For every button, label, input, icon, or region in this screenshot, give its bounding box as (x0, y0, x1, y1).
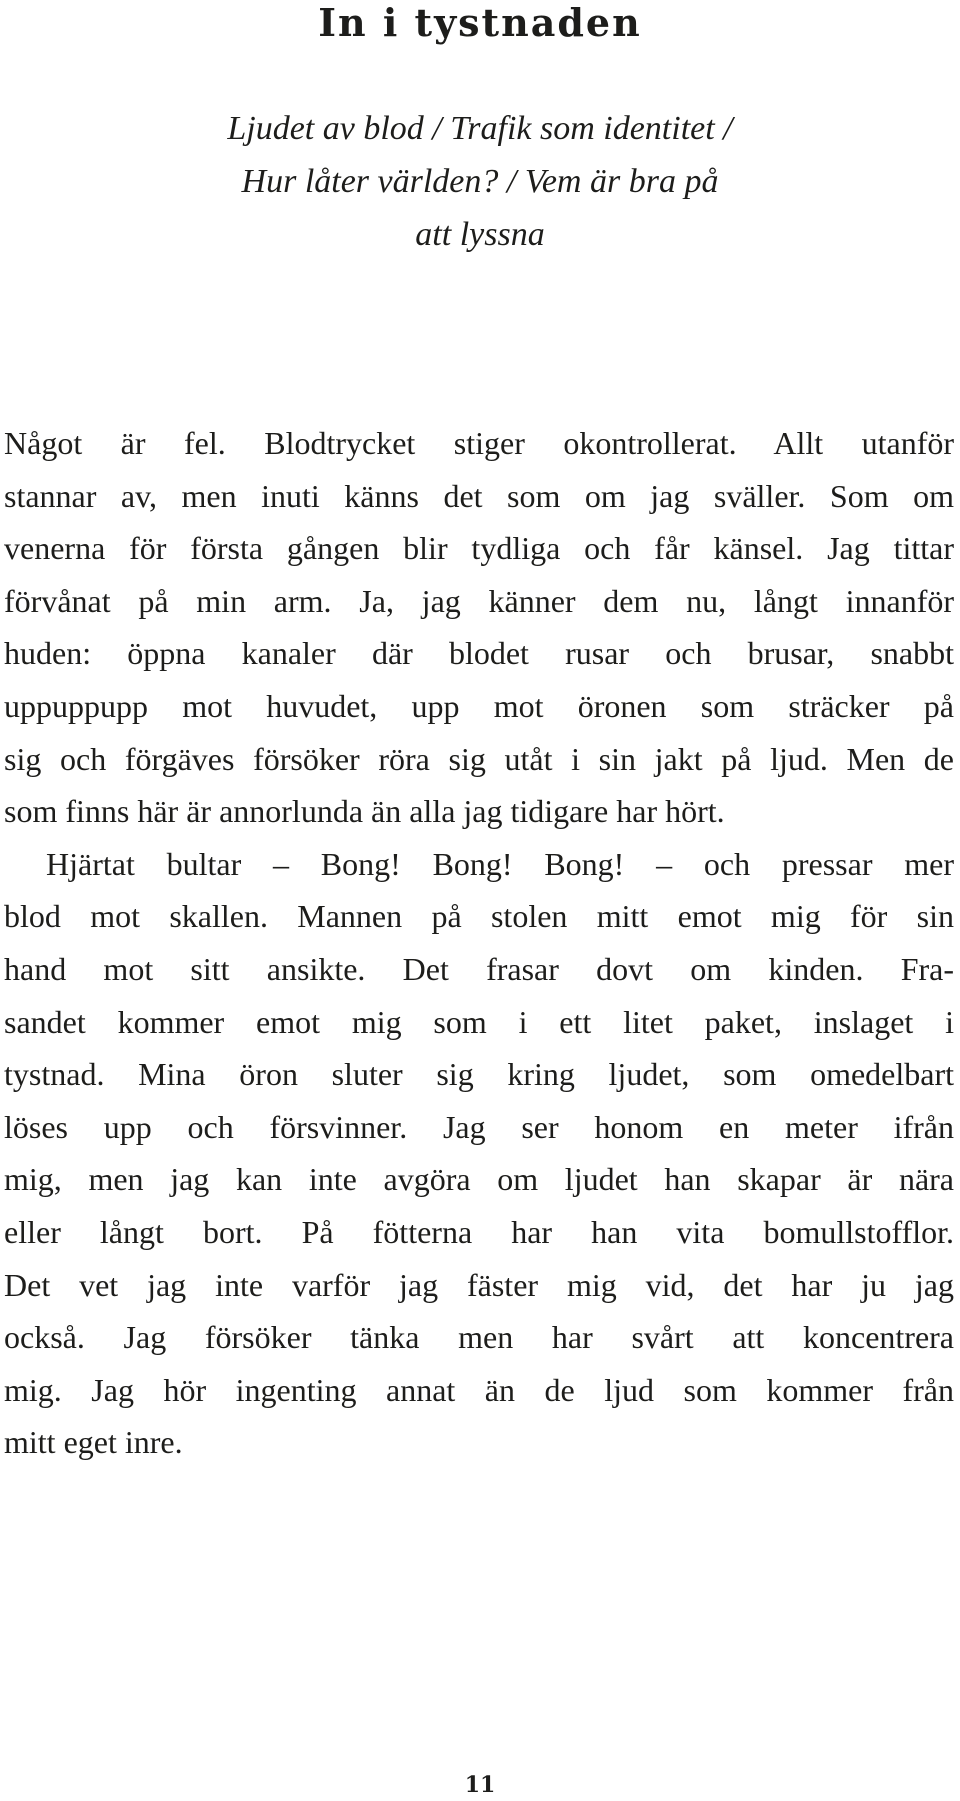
page-number: 11 (464, 1772, 496, 1798)
body-line: tystnad. Mina öron sluter sig kring ljudet, som omedelbart (4, 1056, 954, 1093)
body-line: eller långt bort. På fötterna har han vita bomullstofflor. (4, 1213, 954, 1250)
body-line: huden: öppna kanaler där blodet rusar och brusar, snabbt (4, 635, 954, 672)
body-line: sig och förgäves försöker röra sig utåt i sin jakt på ljud. Men de (4, 740, 954, 777)
body-line: Hjärtat bultar – Bong! Bong! Bong! – och pressar mer (46, 845, 954, 882)
body-line: stannar av, men inuti känns det som om jag sväller. Som om (4, 477, 954, 514)
body-line: Något är fel. Blodtrycket stiger okontrollerat. Allt utanför (4, 425, 954, 461)
body-line: blod mot skallen. Mannen på stolen mitt emot mig för sin (4, 898, 954, 935)
body-line: Det vet jag inte varför jag fäster mig vid, det har ju jag (4, 1266, 954, 1303)
body-line: uppuppupp mot huvudet, upp mot öronen som sträcker på (4, 687, 954, 724)
chapter-title: In i tystnaden (318, 0, 642, 45)
subtitle-line: Ljudet av blod / Trafik som identitet / (227, 110, 733, 147)
subtitle-line: att lyssna (415, 216, 545, 253)
body-line: också. Jag försöker tänka men har svårt att koncentrera (4, 1319, 954, 1356)
body-line: mig. Jag hör ingenting annat än de ljud som kommer från (4, 1371, 954, 1408)
subtitle-line: Hur låter världen? / Vem är bra på (241, 163, 719, 200)
body-line: venerna för första gången blir tydliga och får känsel. Jag tittar (4, 530, 954, 567)
body-line: förvånat på min arm. Ja, jag känner dem nu, långt innanför (4, 582, 954, 619)
body-line: mitt eget inre. (4, 1424, 183, 1461)
body-line: sandet kommer emot mig som i ett litet paket, inslaget i (4, 1003, 954, 1040)
chapter-subtitle (150, 102, 810, 261)
body-text (4, 417, 954, 1469)
body-line: som finns här är annorlunda än alla jag tidigare har hört. (4, 793, 725, 830)
body-line: löses upp och försvinner. Jag ser honom en meter ifrån (4, 1108, 954, 1145)
body-line: mig, men jag kan inte avgöra om ljudet han skapar är nära (4, 1161, 954, 1198)
body-line: hand mot sitt ansikte. Det frasar dovt om kinden. Fra- (4, 950, 954, 987)
